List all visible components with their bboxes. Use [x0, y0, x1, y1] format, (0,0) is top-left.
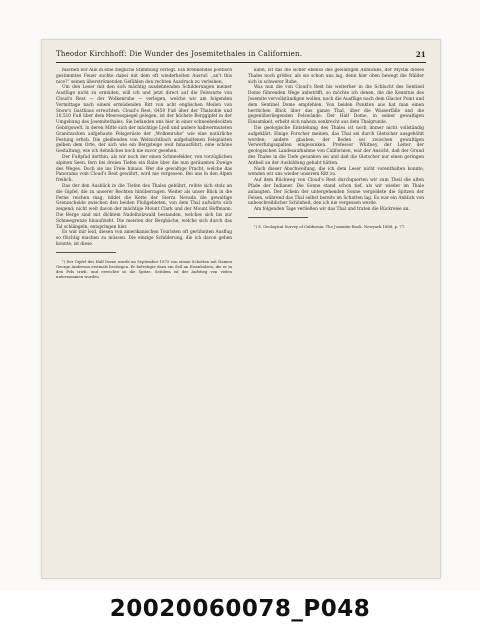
- paragraph: Am folgenden Tage verließen wir das Thal und traten die Rückreise an.: [254, 207, 410, 213]
- footnote: ¹) S. Geological Survey of California: The Josemite Book. Newyork 1868, p. 77.: [254, 223, 406, 229]
- paragraph: Das der den Ausblick in die Tiefen des Thales gebührt, reihte sich stolz an die Gipfel, die zu unserer Rechten hinüberragen. Weiter als unser Blick in die Ferne reichen mag, bildet die Kette der Sierra Nevada die gewaltige Grenzscheide zwischen den beiden Flußgebieten, von dem Thal aufwärts sich zeigend; nicht weit davon der mächtige Mount Clark und der Mount Hoffmann. Die Berge sind mit dichtem Nadelholzwald bestanden, welches sich bis zur Schneegrenze hinaufzieht. Die meisten der Bergbäche, welche sich durch das Tal schlängeln, entspringen hier.: [56, 183, 232, 230]
- right-column: [248, 68, 424, 558]
- footnote-rule: [248, 217, 308, 218]
- paragraph: kann, ist das die sicher ebenso des gewaltigen Anblickes, der Mystik dieses Thales noch größer, als sie schon uns lag, denn hier oben bewegt die Wälder sich in schwerer Ruhe.: [248, 68, 424, 85]
- footnote: ¹) Der Gipfel des Half Dome wurde im September 1875 von einem Schotten mit Namen George Anderson erstmals bestiegen. Er befestigte dazu ein Seil an Eisenbolzen, die er in den Fels trieb, und erreichte so die Spitze. Seitdem ist der Aufstieg von vielen unternommen worden.: [56, 258, 232, 279]
- book-page: [42, 40, 440, 578]
- paragraph: Was nun die von Cloud's Rest bis weiterher in die Schlucht des Sentinel Dome führenden Wege anbetrifft, so möchte ich denen, die die Kenntnis des Josemite vervollständigen wollen, noch die Ausflüge nach dem Glacier Point und dem Sentinel Dome empfehlen. Von beiden Punkten aus hat man einen herrlichen Blick über das ganze Thal, über die Wasserfälle und die gegenüberliegenden Felswände. Der Half Dome, in seiner gewaltigen Einsamkeit, erhebt sich nahezu senkrecht aus dem Thalgrunde.: [248, 85, 424, 126]
- paragraph: Auf dem Rückweg von Cloud's Rest durchquerten wir zum Theil die alten Pfade der Indianer. Die Sonne stand schon tief, als wir wieder im Thale anlangten. Der Schein der untergehenden Sonne vergoldete die Spitzen der Felsen, während das Thal selbst bereits im Schatten lag. Es war ein Anblick von unbeschreiblicher Schönheit, den ich nie vergessen werde.: [248, 178, 424, 207]
- paragraph: machen wir Alle in eine ziegliche Stimmung verlegt. Ein brennendes poetisch gestimmtes Feuer suchte dabei mit dem oft wiederholten Ausruf: „an't this nice?“ seinen überströmenden Gefühlen den rechten Ausdruck zu verleihen.: [56, 68, 232, 85]
- caption-area: [0, 590, 480, 640]
- footnote-rule: [56, 252, 116, 253]
- running-title: Theodor Kirchhoff: Die Wunder des Josemitethales in Californien.: [56, 50, 303, 58]
- header-rule: [56, 62, 426, 63]
- paragraph: Der Fußpfad dorthin, als wir noch der einen Schneefelder, von vorzüglichen alpinen Seen, fern bei dreien Tiefen ein Rabe über die nun geräumten Zweige des Weges. Doch sie ins Freie hinaus. Wer die gewaltige Pracht, welche das Panorama vom Cloud's Rest gewährt, wird nie vergessen. Bei uns in den Alpen freilich.: [56, 154, 232, 184]
- paragraph: Es war mir leid, diesen von amerikanischen Touristen oft gerühmten Ausflug so flüchtig machen zu müssen. Die einzige Schilderung, die ich davon geben konnte, ist diese.: [56, 230, 232, 247]
- paragraph: Nach dieser Abschweifung, die ich dem Leser nicht vorenthalten konnte, wenden wir uns wieder unserem Ritt zu.: [248, 166, 424, 178]
- page-number: 21: [415, 50, 426, 59]
- paragraph: Um den Leser mit den sich mächtig ausdehnenden Schilderungen meiner Ausflüge nicht zu ermüden, will ich und jetzt direct auf die Felswarte von Cloud's Rest — der Wolkenruhe — verlegen, welche wir am folgenden Vormittage nach einem ermüdenden Ritt von acht englischen Meilen von Snow's Gasthaus erreichten. Cloud's Rest, 6450 Fuß über der Thalsohle und 10,510 Fuß über dem Meeresspiegel gelegen, ist der höchste Berggipfel in der Umgebung des Josemitethales. Sie befanden uns hier in einer schneebedeckten Gebirgswelt, in deren Mitte sich der mächtige Lyell und andere halbvermuteten Granitzacken aufgebaute Felsgerüste der „Wolkenruhe“ wie eine natürliche Festung erhob. Die gleißenden von Weitsichtbach aufgehaltenen Felsplatten gelben dem Orte, der sich wie ein Bergsteige weit hinausführt, eine schöne Gestaltung, wie ich Aehnliches noch nie zuvor gesehen.: [56, 85, 232, 155]
- image-id-caption: 20020060078_P048: [109, 596, 371, 622]
- paragraph: Die geologische Entstehung des Thales ist noch immer nicht vollständig aufgeklärt. Einige Forscher meinen, das Thal sei durch Gletscher ausgehöhlt worden; andere glauben, der Boden sei zwischen gewaltigen Verwerfungsspalten eingesunken. Professor Whitney, der Leiter der geologischen Landesaufnahme von Californien, war der Ansicht, daß der Grund des Thales in die Tiefe gesunken sei und daß die Gletscher nur einen geringen Antheil an der Ausbildung gehabt hätten.: [248, 125, 424, 166]
- left-column: [56, 68, 232, 558]
- running-head: [56, 50, 426, 62]
